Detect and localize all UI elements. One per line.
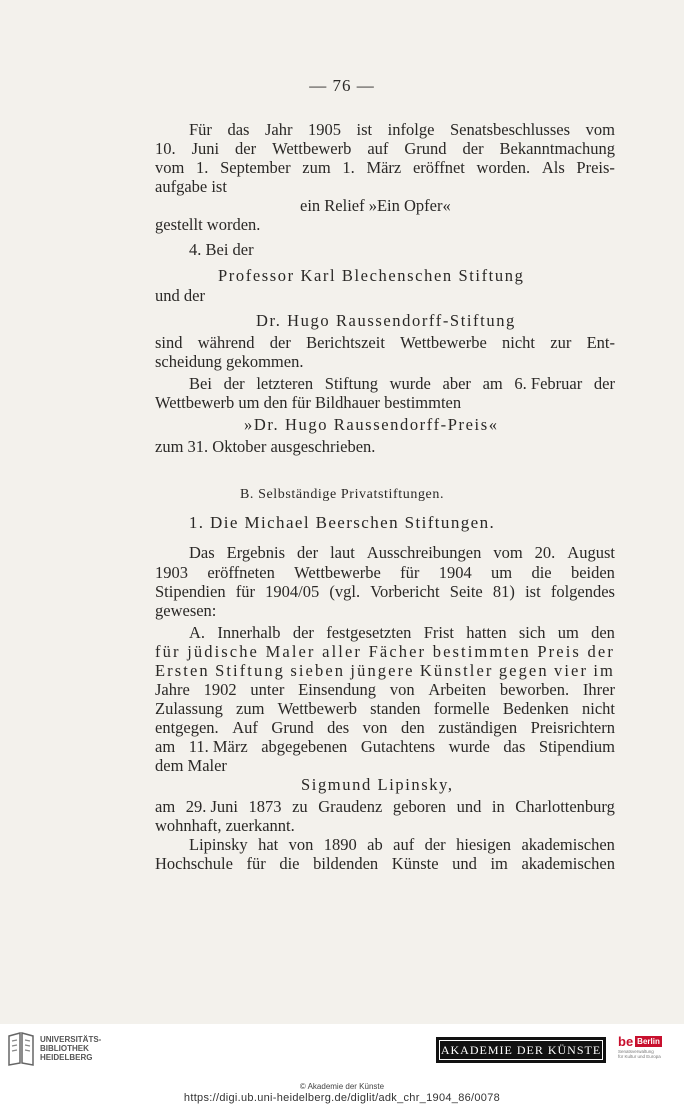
word: Wettbewerb [277, 699, 357, 718]
word: letzteren [256, 374, 314, 393]
word: Ihrer [582, 680, 615, 699]
word: auf [367, 139, 389, 158]
word: vom [155, 158, 185, 177]
word: standen [370, 699, 421, 718]
university-library-logo-icon [6, 1032, 36, 1066]
word: 1903 [155, 563, 188, 582]
subsection-heading: 1. Die Michael Beerschen Stiftungen. [188, 513, 496, 532]
word: sich [518, 623, 546, 642]
word: Lipinsky [189, 835, 248, 854]
word: Künstler [419, 661, 494, 680]
word: Einsendung [298, 680, 377, 699]
word: am [155, 797, 176, 816]
word: Innerhalb [217, 623, 281, 642]
word: der [223, 374, 245, 393]
word: Wettbewerbe [294, 563, 381, 582]
text-line [155, 854, 615, 873]
word: wurde [448, 737, 490, 756]
text-line: dem Maler [155, 756, 227, 775]
word: jüngere [350, 661, 415, 680]
word: A. [189, 623, 206, 642]
word: der [269, 333, 291, 352]
word: Hochschule [155, 854, 233, 873]
word: im [593, 661, 615, 680]
word: zuständigen [438, 718, 518, 737]
word: worden. [476, 158, 531, 177]
word: von [362, 718, 388, 737]
word: 1905 [308, 120, 342, 139]
word: nicht [581, 699, 615, 718]
word: 29. Juni [185, 797, 238, 816]
word: zu [292, 797, 308, 816]
word: während [197, 333, 255, 352]
word: Berichtszeit [306, 333, 385, 352]
word: Stipendium [538, 737, 615, 756]
word: bestimmten [432, 642, 531, 661]
word: Künste [391, 854, 439, 873]
word: Für [189, 120, 212, 139]
word: Preisrichtern [530, 718, 615, 737]
word: Als [541, 158, 565, 177]
word: im [490, 854, 508, 873]
word: akademischen [521, 854, 615, 873]
word: Das [189, 543, 215, 562]
word: vom [493, 543, 523, 562]
text-line [155, 642, 615, 661]
word: der [235, 139, 257, 158]
word: von [389, 680, 415, 699]
word: auf [393, 835, 415, 854]
word: Maler [265, 642, 316, 661]
word: Ausschreibungen [366, 543, 482, 562]
word: für [246, 854, 266, 873]
word: hat [258, 835, 279, 854]
word: Preis- [576, 158, 615, 177]
word: der [462, 139, 484, 158]
word: Stiftung [215, 661, 286, 680]
word: um [557, 623, 579, 642]
word: und [456, 797, 482, 816]
word: beworben. [499, 680, 570, 699]
word: 1904/05 [265, 582, 320, 601]
word: Charlottenburg [515, 797, 615, 816]
word: 1. [196, 158, 209, 177]
word: 81) [492, 582, 515, 601]
word: Senatsbeschlusses [449, 120, 571, 139]
word: für [400, 563, 420, 582]
word: 6. Februar [514, 374, 583, 393]
word: Ent- [586, 333, 615, 352]
word: Auf [232, 718, 258, 737]
word: Fächer [368, 642, 427, 661]
word: Jahr [264, 120, 293, 139]
word: der [593, 374, 615, 393]
word: das [227, 120, 250, 139]
text-line: scheidung gekommen. [155, 352, 304, 371]
word: 20. [534, 543, 556, 562]
text-line [189, 120, 615, 139]
word: die [279, 854, 300, 873]
word: Juni [191, 139, 220, 158]
text-line: gestellt worden. [155, 215, 261, 234]
word: hatten [466, 623, 507, 642]
word: 1890 [323, 835, 357, 854]
word: nicht [502, 333, 536, 352]
word: folgendes [550, 582, 615, 601]
word: sind [155, 333, 183, 352]
word: Grund [271, 718, 314, 737]
word: Gutachtens [360, 737, 436, 756]
word: Graudenz [318, 797, 383, 816]
text-line [155, 718, 615, 737]
word: aller [322, 642, 362, 661]
word: bildenden [313, 854, 379, 873]
word: zur [550, 333, 572, 352]
viewer-footer [0, 1024, 684, 1108]
text-line [189, 835, 615, 854]
word: am [482, 374, 503, 393]
word: eröffnet [412, 158, 465, 177]
word: Wettbewerb [272, 139, 352, 158]
permalink-url[interactable]: https://digi.ub.uni-heidelberg.de/diglit/adk_chr_1904_86/0078 [183, 1092, 501, 1104]
word: Vorbericht [370, 582, 440, 601]
text-line: und der [155, 286, 205, 305]
page-number: — 76 — [309, 76, 375, 95]
text-line: wohnhaft, zuerkannt. [155, 816, 295, 835]
word: sieben [290, 661, 346, 680]
word: entgegen. [155, 718, 219, 737]
text-line [155, 737, 615, 756]
word: 1873 [248, 797, 282, 816]
word: Zulassung [155, 699, 223, 718]
copyright-notice: © Akademie der Künste [299, 1082, 385, 1091]
word: akademischen [521, 835, 615, 854]
text-line [155, 699, 615, 718]
text-line [155, 139, 615, 158]
word: Jahre [155, 680, 190, 699]
word: zum [236, 699, 265, 718]
text-line [155, 797, 615, 816]
text-line: aufgabe ist [155, 177, 227, 196]
word: der [587, 642, 615, 661]
word: 1. [342, 158, 355, 177]
word: März [366, 158, 402, 177]
word: von [288, 835, 314, 854]
word: das [503, 737, 526, 756]
word: ab [367, 835, 383, 854]
word: und [452, 854, 477, 873]
word: Arbeiten [428, 680, 487, 699]
word: laut [330, 543, 355, 562]
word: den [400, 718, 425, 737]
word: am [155, 737, 176, 756]
word: für [155, 642, 181, 661]
text-line [155, 563, 615, 582]
word: infolge [387, 120, 435, 139]
word: Grund [404, 139, 447, 158]
word: Bedenken [502, 699, 569, 718]
text-line [189, 374, 615, 393]
section-heading: B. Selbständige Privatstiftungen. [239, 487, 445, 502]
word: vier [554, 661, 589, 680]
text-line: Wettbewerb um den für Bildhauer bestimmten [155, 393, 462, 412]
word: abgegebenen [261, 737, 348, 756]
word: beiden [570, 563, 615, 582]
word: jüdische [187, 642, 259, 661]
text-line [155, 333, 615, 352]
text-line: 4. Bei der [189, 240, 254, 259]
word: Ergebnis [226, 543, 286, 562]
word: gegen [498, 661, 549, 680]
word: aber [442, 374, 471, 393]
word: zum [302, 158, 331, 177]
word: formelle [433, 699, 490, 718]
word: Bekanntmachung [499, 139, 615, 158]
word: Wettbewerbe [400, 333, 487, 352]
word: um [491, 563, 513, 582]
spaced-name: Professor Karl Blechenschen Stiftung [218, 266, 525, 285]
word: Preis [537, 642, 581, 661]
word: 1904 [438, 563, 472, 582]
word: wurde [389, 374, 431, 393]
word: 11. März [188, 737, 248, 756]
word: vom [585, 120, 615, 139]
word: 10. [155, 139, 176, 158]
word: der [292, 623, 314, 642]
word: den [591, 623, 615, 642]
text-line [189, 623, 615, 642]
word: September [220, 158, 291, 177]
akademie-der-kuenste-logo[interactable]: AKADEMIE DER KÜNSTE [436, 1037, 606, 1063]
university-library-name[interactable]: UNIVERSITÄTS- BIBLIOTHEK HEIDELBERG [40, 1035, 102, 1062]
text-line [155, 158, 615, 177]
word: Bei [189, 374, 212, 393]
word: der [297, 543, 319, 562]
text-line: zum 31. Oktober ausgeschrieben. [155, 437, 376, 456]
text-line [155, 680, 615, 699]
word: ist [525, 582, 541, 601]
word: eröffneten [207, 563, 275, 582]
word: ist [356, 120, 373, 139]
word: Stipendien [155, 582, 226, 601]
spaced-name: Dr. Hugo Raussendorff-Stiftung [256, 311, 516, 330]
spaced-name: »Dr. Hugo Raussendorff-Preis« [244, 415, 499, 434]
word: der [424, 835, 446, 854]
text-line [155, 582, 615, 601]
word: hiesigen [456, 835, 512, 854]
text-line: ein Relief »Ein Opfer« [300, 196, 451, 215]
text-line [155, 661, 615, 680]
word: für [235, 582, 255, 601]
word: Seite [449, 582, 483, 601]
spaced-name: Sigmund Lipinsky, [301, 775, 454, 794]
text-line: gewesen: [155, 601, 217, 620]
word: Stiftung [324, 374, 378, 393]
word: Ersten [155, 661, 210, 680]
word: des [327, 718, 350, 737]
word: August [567, 543, 615, 562]
word: geboren [392, 797, 447, 816]
text-line [189, 543, 615, 562]
word: die [531, 563, 552, 582]
word: (vgl. [329, 582, 361, 601]
word: Frist [423, 623, 454, 642]
word: in [491, 797, 505, 816]
word: festgesetzten [326, 623, 412, 642]
word: unter [250, 680, 285, 699]
berlin-senate-logo[interactable]: be Berlin Senatsverwaltung für Kultur und Europa [618, 1034, 661, 1059]
word: 1902 [203, 680, 237, 699]
